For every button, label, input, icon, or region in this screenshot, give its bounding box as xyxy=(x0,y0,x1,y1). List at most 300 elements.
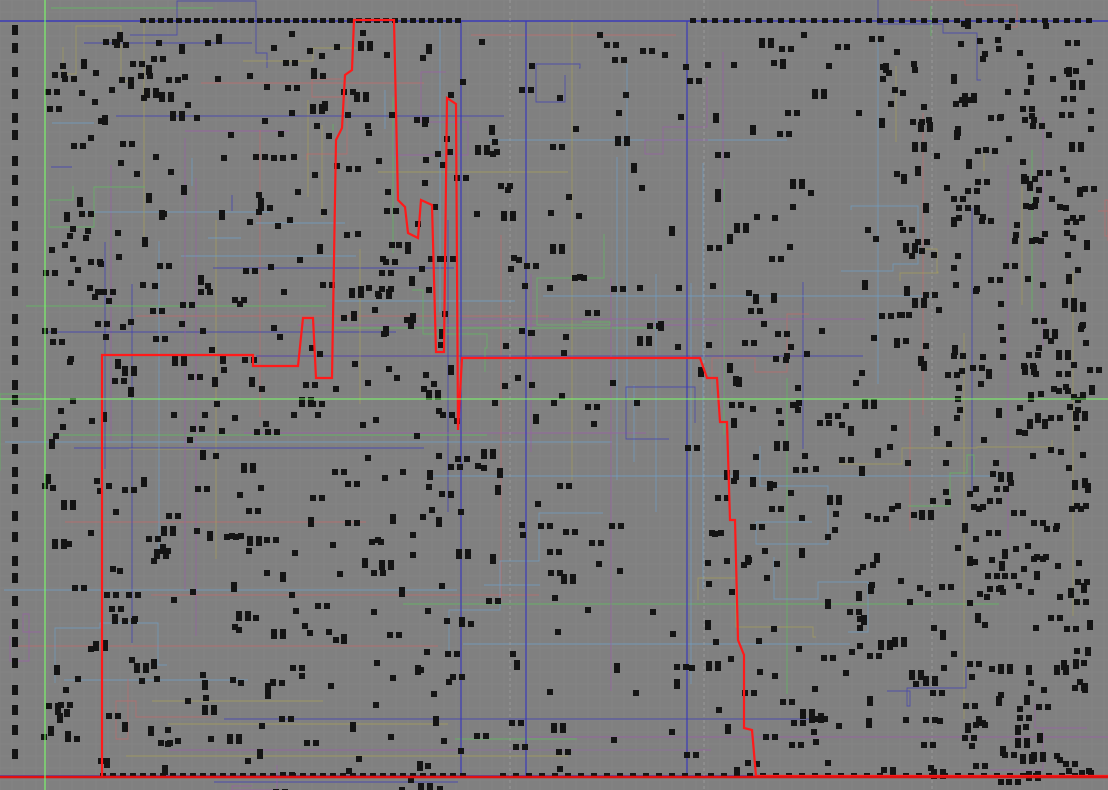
component-pad[interactable] xyxy=(776,408,782,414)
component-pad[interactable] xyxy=(547,523,553,529)
component-pad[interactable] xyxy=(388,560,394,570)
component-pad[interactable] xyxy=(106,298,112,304)
component-pad[interactable] xyxy=(756,638,762,644)
component-pad[interactable] xyxy=(931,252,937,258)
component-pad[interactable] xyxy=(354,520,360,526)
component-pad[interactable] xyxy=(843,403,849,409)
component-pad[interactable] xyxy=(157,263,163,269)
top-bus-pad[interactable] xyxy=(866,18,872,23)
component-pad[interactable] xyxy=(410,532,416,538)
component-pad[interactable] xyxy=(460,79,466,85)
component-pad[interactable] xyxy=(268,264,274,270)
component-pad[interactable] xyxy=(566,194,572,200)
component-pad[interactable] xyxy=(115,230,121,236)
component-pad[interactable] xyxy=(729,402,735,408)
component-pad[interactable] xyxy=(58,408,64,414)
top-bus-pad[interactable] xyxy=(437,18,443,23)
component-pad[interactable] xyxy=(880,76,886,82)
component-pad[interactable] xyxy=(826,413,832,419)
component-pad[interactable] xyxy=(778,506,784,512)
component-pad[interactable] xyxy=(215,76,221,82)
component-pad[interactable] xyxy=(774,561,780,567)
component-pad[interactable] xyxy=(618,523,624,529)
component-pad[interactable] xyxy=(365,455,371,461)
top-bus-pad[interactable] xyxy=(284,18,290,23)
component-pad[interactable] xyxy=(45,474,51,484)
component-pad[interactable] xyxy=(425,608,431,614)
component-pad[interactable] xyxy=(59,339,65,345)
component-pad[interactable] xyxy=(165,727,171,733)
component-pad[interactable] xyxy=(1066,465,1072,471)
top-bus-pad[interactable] xyxy=(185,18,191,23)
component-pad[interactable] xyxy=(772,673,778,679)
component-pad[interactable] xyxy=(787,244,793,250)
component-pad[interactable] xyxy=(221,367,227,373)
component-pad[interactable] xyxy=(1068,112,1074,118)
component-pad[interactable] xyxy=(1040,282,1046,288)
component-pad[interactable] xyxy=(252,268,258,274)
component-pad[interactable] xyxy=(1061,96,1067,102)
component-pad[interactable] xyxy=(1024,89,1030,95)
component-pad[interactable] xyxy=(547,549,553,555)
component-pad[interactable] xyxy=(166,513,172,519)
component-pad[interactable] xyxy=(70,226,76,232)
component-pad[interactable] xyxy=(1041,318,1047,324)
component-pad[interactable] xyxy=(355,166,361,172)
component-pad[interactable] xyxy=(874,516,880,522)
component-pad[interactable] xyxy=(812,89,818,99)
component-pad[interactable] xyxy=(878,36,884,42)
component-pad[interactable] xyxy=(529,63,535,69)
component-pad[interactable] xyxy=(794,110,800,116)
component-pad[interactable] xyxy=(448,92,454,98)
component-pad[interactable] xyxy=(980,56,986,62)
component-pad[interactable] xyxy=(789,742,795,748)
component-pad[interactable] xyxy=(1055,563,1061,569)
component-pad[interactable] xyxy=(775,331,781,337)
component-pad[interactable] xyxy=(983,147,989,153)
top-bus-pad[interactable] xyxy=(176,18,182,23)
top-bus-pad[interactable] xyxy=(712,18,718,23)
component-pad[interactable] xyxy=(987,498,993,504)
component-pad[interactable] xyxy=(998,301,1004,307)
component-pad[interactable] xyxy=(317,244,323,254)
top-bus-pad[interactable] xyxy=(401,18,407,23)
top-bus-pad[interactable] xyxy=(701,18,707,23)
component-pad[interactable] xyxy=(494,149,500,155)
component-pad[interactable] xyxy=(256,209,262,215)
component-pad[interactable] xyxy=(280,155,286,161)
component-pad[interactable] xyxy=(514,660,520,670)
component-pad[interactable] xyxy=(366,285,372,291)
component-pad[interactable] xyxy=(835,44,841,50)
component-pad[interactable] xyxy=(262,118,268,124)
component-pad[interactable] xyxy=(1033,371,1039,377)
top-bus-pad[interactable] xyxy=(954,18,960,23)
component-pad[interactable] xyxy=(759,38,765,48)
component-pad[interactable] xyxy=(977,38,983,44)
component-pad[interactable] xyxy=(1030,453,1036,459)
component-pad[interactable] xyxy=(940,630,946,640)
component-pad[interactable] xyxy=(771,626,777,632)
component-pad[interactable] xyxy=(49,439,55,449)
component-pad[interactable] xyxy=(163,549,169,559)
component-pad[interactable] xyxy=(1057,594,1063,600)
component-pad[interactable] xyxy=(563,529,569,535)
component-pad[interactable] xyxy=(354,481,360,487)
component-pad[interactable] xyxy=(291,154,297,160)
top-bus-pad[interactable] xyxy=(910,18,916,23)
component-pad[interactable] xyxy=(396,242,402,248)
component-pad[interactable] xyxy=(479,39,485,45)
component-pad[interactable] xyxy=(204,486,210,492)
component-pad[interactable] xyxy=(1030,123,1036,129)
component-pad[interactable] xyxy=(427,783,433,790)
component-pad[interactable] xyxy=(410,552,416,558)
top-bus-pad[interactable] xyxy=(446,18,452,23)
component-pad[interactable] xyxy=(1043,23,1049,29)
component-pad[interactable] xyxy=(212,377,218,387)
left-edge-pad[interactable] xyxy=(12,467,18,477)
component-pad[interactable] xyxy=(910,119,916,125)
component-pad[interactable] xyxy=(674,664,680,670)
component-pad[interactable] xyxy=(289,31,295,37)
component-pad[interactable] xyxy=(104,758,110,768)
component-pad[interactable] xyxy=(427,470,433,480)
component-pad[interactable] xyxy=(227,734,233,744)
component-pad[interactable] xyxy=(194,115,200,121)
top-bus-pad[interactable] xyxy=(1086,18,1092,23)
component-pad[interactable] xyxy=(1077,187,1083,197)
component-pad[interactable] xyxy=(513,744,519,750)
component-pad[interactable] xyxy=(122,618,128,624)
component-pad[interactable] xyxy=(175,738,181,744)
component-pad[interactable] xyxy=(713,113,719,123)
component-pad[interactable] xyxy=(1063,205,1069,211)
component-pad[interactable] xyxy=(75,676,81,682)
component-pad[interactable] xyxy=(332,469,338,475)
component-pad[interactable] xyxy=(967,661,973,667)
component-pad[interactable] xyxy=(557,95,563,101)
component-pad[interactable] xyxy=(563,334,569,340)
component-pad[interactable] xyxy=(285,85,291,91)
left-edge-pad[interactable] xyxy=(12,596,18,606)
component-pad[interactable] xyxy=(320,282,326,288)
component-pad[interactable] xyxy=(1070,235,1076,241)
component-pad[interactable] xyxy=(1066,768,1072,774)
component-pad[interactable] xyxy=(951,265,957,271)
component-pad[interactable] xyxy=(319,53,325,59)
component-pad[interactable] xyxy=(313,740,319,746)
component-pad[interactable] xyxy=(162,765,168,775)
component-pad[interactable] xyxy=(121,378,127,384)
component-pad[interactable] xyxy=(45,89,51,95)
top-bus-pad[interactable] xyxy=(311,18,317,23)
component-pad[interactable] xyxy=(367,41,373,51)
top-bus-pad[interactable] xyxy=(167,18,173,23)
component-pad[interactable] xyxy=(791,720,797,726)
component-pad[interactable] xyxy=(328,683,334,689)
component-pad[interactable] xyxy=(705,62,711,68)
top-bus-pad[interactable] xyxy=(455,18,461,23)
top-bus-pad[interactable] xyxy=(320,18,326,23)
component-pad[interactable] xyxy=(1003,263,1009,269)
component-pad[interactable] xyxy=(414,117,420,123)
component-pad[interactable] xyxy=(1025,543,1031,549)
component-pad[interactable] xyxy=(903,717,909,723)
component-pad[interactable] xyxy=(197,374,203,380)
component-pad[interactable] xyxy=(465,549,471,559)
component-pad[interactable] xyxy=(1016,583,1022,589)
component-pad[interactable] xyxy=(596,561,602,567)
component-pad[interactable] xyxy=(341,634,347,644)
component-pad[interactable] xyxy=(1000,746,1006,756)
top-bus-pad[interactable] xyxy=(987,18,993,23)
component-pad[interactable] xyxy=(637,336,643,346)
component-pad[interactable] xyxy=(799,179,805,189)
component-pad[interactable] xyxy=(77,197,83,207)
component-pad[interactable] xyxy=(788,46,794,52)
component-pad[interactable] xyxy=(175,513,181,519)
component-pad[interactable] xyxy=(185,698,191,704)
left-edge-pad[interactable] xyxy=(12,395,18,405)
component-pad[interactable] xyxy=(41,734,47,740)
component-pad[interactable] xyxy=(903,338,909,344)
component-pad[interactable] xyxy=(495,485,501,495)
component-pad[interactable] xyxy=(155,536,161,542)
component-pad[interactable] xyxy=(481,449,487,459)
component-pad[interactable] xyxy=(128,319,134,325)
component-pad[interactable] xyxy=(939,584,945,590)
component-pad[interactable] xyxy=(998,664,1004,674)
component-pad[interactable] xyxy=(1080,302,1086,312)
component-pad[interactable] xyxy=(1053,526,1059,532)
component-pad[interactable] xyxy=(421,386,427,392)
component-pad[interactable] xyxy=(986,369,992,379)
component-pad[interactable] xyxy=(400,469,406,475)
component-pad[interactable] xyxy=(594,310,600,316)
component-pad[interactable] xyxy=(1051,386,1057,392)
component-pad[interactable] xyxy=(1089,385,1095,395)
component-pad[interactable] xyxy=(1057,757,1063,763)
component-pad[interactable] xyxy=(754,214,760,220)
component-pad[interactable] xyxy=(650,609,656,615)
left-edge-pad[interactable] xyxy=(12,196,18,206)
component-pad[interactable] xyxy=(993,460,999,466)
component-pad[interactable] xyxy=(821,655,827,661)
component-pad[interactable] xyxy=(151,56,157,62)
component-pad[interactable] xyxy=(385,189,391,195)
component-pad[interactable] xyxy=(384,52,390,58)
component-pad[interactable] xyxy=(409,276,415,286)
component-pad[interactable] xyxy=(921,104,927,110)
component-pad[interactable] xyxy=(168,169,174,175)
component-pad[interactable] xyxy=(900,227,906,233)
component-pad[interactable] xyxy=(1035,352,1041,358)
component-pad[interactable] xyxy=(516,257,522,263)
component-pad[interactable] xyxy=(115,359,121,369)
component-pad[interactable] xyxy=(388,734,394,740)
component-pad[interactable] xyxy=(388,270,394,276)
component-pad[interactable] xyxy=(784,331,790,337)
component-pad[interactable] xyxy=(295,189,301,195)
component-pad[interactable] xyxy=(1006,136,1012,142)
component-pad[interactable] xyxy=(376,158,382,164)
component-pad[interactable] xyxy=(154,549,160,559)
component-pad[interactable] xyxy=(436,517,442,527)
component-pad[interactable] xyxy=(731,62,737,68)
component-pad[interactable] xyxy=(1056,350,1062,360)
component-pad[interactable] xyxy=(1032,318,1038,324)
component-pad[interactable] xyxy=(639,185,645,191)
component-pad[interactable] xyxy=(1052,329,1058,339)
component-pad[interactable] xyxy=(349,288,355,298)
component-pad[interactable] xyxy=(919,248,925,254)
component-pad[interactable] xyxy=(205,283,211,289)
component-pad[interactable] xyxy=(431,381,437,387)
component-pad[interactable] xyxy=(314,123,320,129)
component-pad[interactable] xyxy=(170,111,176,121)
component-pad[interactable] xyxy=(46,703,52,709)
component-pad[interactable] xyxy=(962,93,968,103)
component-pad[interactable] xyxy=(786,131,792,137)
component-pad[interactable] xyxy=(647,323,653,329)
component-pad[interactable] xyxy=(585,310,591,316)
component-pad[interactable] xyxy=(418,783,424,790)
component-pad[interactable] xyxy=(81,59,87,69)
component-pad[interactable] xyxy=(237,492,243,498)
component-pad[interactable] xyxy=(1091,186,1097,192)
component-pad[interactable] xyxy=(333,637,339,643)
component-pad[interactable] xyxy=(68,356,74,362)
component-pad[interactable] xyxy=(819,328,825,334)
component-pad[interactable] xyxy=(54,89,60,95)
component-pad[interactable] xyxy=(292,550,298,556)
component-pad[interactable] xyxy=(804,351,810,357)
component-pad[interactable] xyxy=(1083,340,1089,346)
component-pad[interactable] xyxy=(727,363,733,373)
component-pad[interactable] xyxy=(93,641,99,651)
component-pad[interactable] xyxy=(250,463,256,473)
component-pad[interactable] xyxy=(974,205,980,215)
component-pad[interactable] xyxy=(1073,68,1079,74)
component-pad[interactable] xyxy=(424,649,430,655)
component-pad[interactable] xyxy=(559,144,565,150)
component-pad[interactable] xyxy=(337,571,343,577)
component-pad[interactable] xyxy=(1075,579,1081,585)
component-pad[interactable] xyxy=(52,270,58,276)
component-pad[interactable] xyxy=(394,375,400,381)
top-bus-pad[interactable] xyxy=(239,18,245,23)
component-pad[interactable] xyxy=(200,672,206,678)
component-pad[interactable] xyxy=(341,469,347,475)
component-pad[interactable] xyxy=(299,673,305,679)
component-pad[interactable] xyxy=(982,622,988,628)
component-pad[interactable] xyxy=(869,36,875,42)
component-pad[interactable] xyxy=(435,151,441,157)
component-pad[interactable] xyxy=(334,44,340,50)
component-pad[interactable] xyxy=(43,270,49,276)
component-pad[interactable] xyxy=(243,268,249,274)
component-pad[interactable] xyxy=(103,334,109,340)
component-pad[interactable] xyxy=(1000,337,1006,343)
component-pad[interactable] xyxy=(55,703,61,709)
component-pad[interactable] xyxy=(474,733,480,739)
component-pad[interactable] xyxy=(931,625,937,631)
component-pad[interactable] xyxy=(92,99,98,105)
component-pad[interactable] xyxy=(774,441,780,451)
component-pad[interactable] xyxy=(1074,425,1080,431)
top-bus-pad[interactable] xyxy=(149,18,155,23)
top-bus-pad[interactable] xyxy=(1053,18,1059,23)
component-pad[interactable] xyxy=(60,63,66,69)
component-pad[interactable] xyxy=(371,570,377,576)
component-pad[interactable] xyxy=(317,351,323,357)
component-pad[interactable] xyxy=(761,321,767,327)
component-pad[interactable] xyxy=(123,42,129,48)
component-pad[interactable] xyxy=(713,639,719,645)
top-bus-pad[interactable] xyxy=(221,18,227,23)
component-pad[interactable] xyxy=(988,277,994,283)
component-pad[interactable] xyxy=(458,748,464,754)
component-pad[interactable] xyxy=(271,155,277,161)
top-bus-pad[interactable] xyxy=(943,18,949,23)
component-pad[interactable] xyxy=(365,123,371,129)
component-pad[interactable] xyxy=(1071,362,1077,368)
component-pad[interactable] xyxy=(153,336,159,342)
component-pad[interactable] xyxy=(1056,371,1062,377)
component-pad[interactable] xyxy=(436,408,442,414)
component-pad[interactable] xyxy=(103,39,109,45)
component-pad[interactable] xyxy=(1026,665,1032,675)
component-pad[interactable] xyxy=(198,275,204,285)
component-pad[interactable] xyxy=(448,491,454,497)
component-pad[interactable] xyxy=(1031,117,1037,123)
component-pad[interactable] xyxy=(948,584,954,590)
component-pad[interactable] xyxy=(143,663,149,673)
component-pad[interactable] xyxy=(63,687,69,693)
component-pad[interactable] xyxy=(1080,452,1086,458)
component-pad[interactable] xyxy=(736,377,742,387)
component-pad[interactable] xyxy=(926,117,932,123)
component-pad[interactable] xyxy=(649,48,655,54)
component-pad[interactable] xyxy=(159,308,165,314)
left-edge-pad[interactable] xyxy=(12,89,18,99)
component-pad[interactable] xyxy=(211,705,217,715)
component-pad[interactable] xyxy=(535,501,541,507)
component-pad[interactable] xyxy=(967,491,973,497)
component-pad[interactable] xyxy=(200,328,206,334)
component-pad[interactable] xyxy=(134,663,140,673)
component-pad[interactable] xyxy=(360,30,366,36)
component-pad[interactable] xyxy=(1074,648,1080,654)
component-pad[interactable] xyxy=(312,172,318,178)
component-pad[interactable] xyxy=(383,326,389,336)
component-pad[interactable] xyxy=(520,532,526,538)
component-pad[interactable] xyxy=(510,211,516,221)
top-bus-pad[interactable] xyxy=(419,18,425,23)
component-pad[interactable] xyxy=(213,453,219,459)
component-pad[interactable] xyxy=(418,667,424,673)
component-pad[interactable] xyxy=(1065,252,1071,258)
component-pad[interactable] xyxy=(923,676,929,686)
component-pad[interactable] xyxy=(962,735,968,741)
component-pad[interactable] xyxy=(319,401,325,407)
component-pad[interactable] xyxy=(1065,350,1071,360)
component-pad[interactable] xyxy=(955,545,961,551)
component-pad[interactable] xyxy=(757,308,763,314)
component-pad[interactable] xyxy=(49,247,55,253)
